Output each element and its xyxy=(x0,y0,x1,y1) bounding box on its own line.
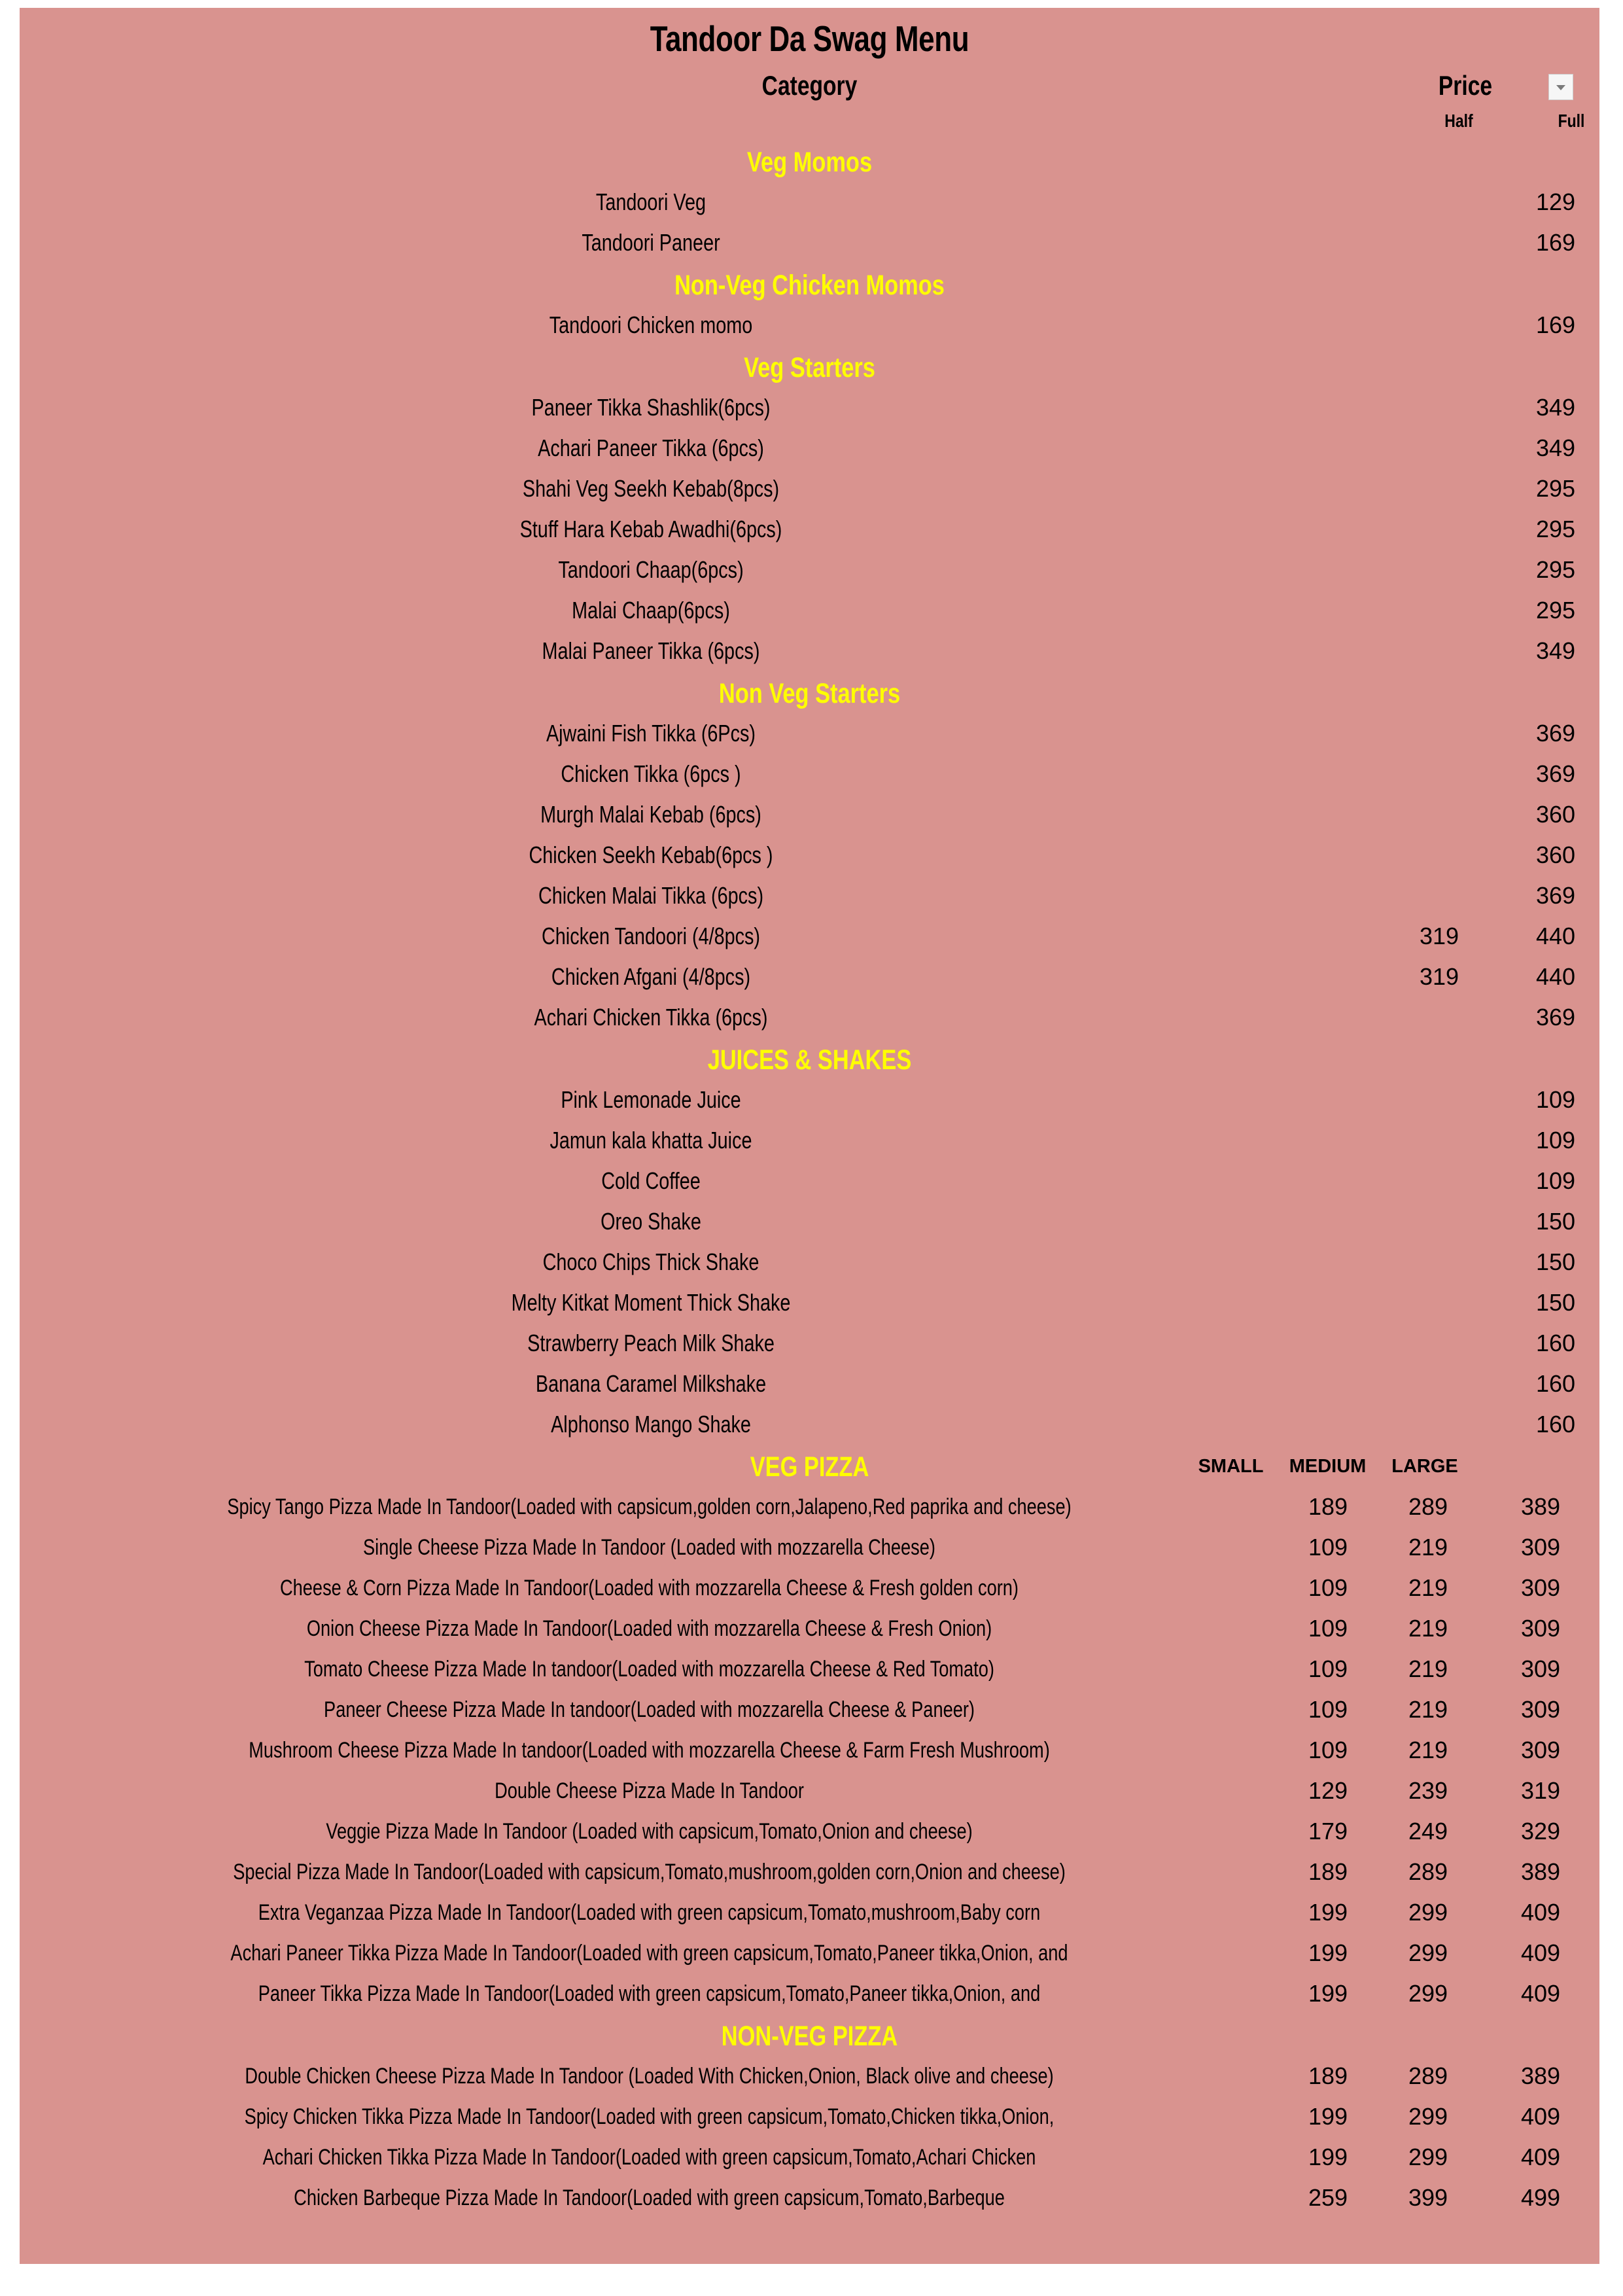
price-full: 295 xyxy=(1535,597,1576,624)
menu-item-name: Chicken Malai Tikka (6pcs) xyxy=(538,882,764,909)
price-medium: 219 xyxy=(1408,1737,1448,1763)
price-small: 109 xyxy=(1308,1737,1348,1763)
menu-item-row[interactable] xyxy=(20,713,1599,754)
section-heading: JUICES & SHAKES xyxy=(707,1044,912,1076)
menu-item-row[interactable] xyxy=(20,835,1599,875)
menu-item-row[interactable] xyxy=(20,468,1599,509)
menu-item-row[interactable] xyxy=(20,1282,1599,1323)
menu-item-name: Murgh Malai Kebab (6pcs) xyxy=(540,801,761,828)
price-small: 109 xyxy=(1308,1534,1348,1561)
price-medium: 289 xyxy=(1408,1493,1448,1520)
menu-item-name: Stuff Hara Kebab Awadhi(6pcs) xyxy=(519,516,782,542)
menu-item-name: Shahi Veg Seekh Kebab(8pcs) xyxy=(522,475,780,502)
menu-item-row[interactable] xyxy=(20,1730,1599,1771)
menu-item-row[interactable] xyxy=(20,1242,1599,1282)
menu-item-row[interactable] xyxy=(20,2096,1599,2137)
price-full: 109 xyxy=(1535,1086,1576,1113)
price-large: 389 xyxy=(1520,1858,1561,1885)
menu-item-name: Banana Caramel Milkshake xyxy=(535,1370,767,1397)
price-small: 199 xyxy=(1308,2144,1348,2170)
menu-item-row[interactable] xyxy=(20,1608,1599,1649)
menu-item-name: Malai Chaap(6pcs) xyxy=(572,597,730,624)
price-full: 169 xyxy=(1535,311,1576,338)
menu-item-row[interactable] xyxy=(20,1201,1599,1242)
section-heading: Non-Veg Chicken Momos xyxy=(674,270,945,301)
price-full: 160 xyxy=(1535,1370,1576,1397)
price-medium: 249 xyxy=(1408,1818,1448,1845)
price-large: 499 xyxy=(1520,2184,1561,2211)
price-small: 179 xyxy=(1308,1818,1348,1845)
menu-item-name: Tandoori Chicken momo xyxy=(549,311,753,338)
menu-item-row[interactable] xyxy=(20,387,1599,428)
menu-item-row[interactable] xyxy=(20,1080,1599,1120)
menu-item-row[interactable] xyxy=(20,1364,1599,1404)
menu-item-row[interactable] xyxy=(20,1933,1599,1973)
menu-item-row[interactable] xyxy=(20,2137,1599,2178)
menu-item-name: Ajwaini Fish Tikka (6Pcs) xyxy=(546,720,756,747)
price-full: 349 xyxy=(1535,637,1576,664)
price-small: 189 xyxy=(1308,2062,1348,2089)
menu-item-name: Chicken Tikka (6pcs ) xyxy=(561,760,741,787)
menu-item-row[interactable] xyxy=(20,1689,1599,1730)
menu-item-row[interactable] xyxy=(20,916,1599,957)
price-full: 369 xyxy=(1535,720,1576,747)
price-medium: 219 xyxy=(1408,1615,1448,1642)
price-medium: 219 xyxy=(1408,1534,1448,1561)
chevron-down-icon[interactable] xyxy=(1548,74,1573,100)
menu-item-name: Mushroom Cheese Pizza Made In tandoor(Loaded with mozzarella Cheese & Farm Fresh Mushroom) xyxy=(249,1738,1050,1763)
menu-item-name: Chicken Seekh Kebab(6pcs ) xyxy=(529,841,773,868)
menu-item-name: Tandoori Chaap(6pcs) xyxy=(558,556,744,583)
price-full: 295 xyxy=(1535,475,1576,502)
menu-item-name: Tomato Cheese Pizza Made In tandoor(Loaded with mozzarella Cheese & Red Tomato) xyxy=(304,1657,994,1682)
price-medium: 219 xyxy=(1408,1574,1448,1601)
menu-item-row[interactable] xyxy=(20,222,1599,263)
price-half: 319 xyxy=(1419,923,1459,949)
price-medium: 219 xyxy=(1408,1696,1448,1723)
menu-item-name: Tandoori Veg xyxy=(595,188,707,215)
price-full: 160 xyxy=(1535,1411,1576,1438)
menu-item-row[interactable] xyxy=(20,509,1599,550)
menu-item-row[interactable] xyxy=(20,428,1599,468)
price-small: 109 xyxy=(1308,1615,1348,1642)
menu-item-name: Spicy Tango Pizza Made In Tandoor(Loaded with capsicum,golden corn,Jalapeno,Red paprika and cheese) xyxy=(227,1494,1072,1519)
pizza-size-column-headers xyxy=(1188,1457,1515,1476)
menu-sheet xyxy=(20,8,1599,2264)
menu-item-row[interactable] xyxy=(20,305,1599,345)
price-large: 309 xyxy=(1520,1655,1561,1682)
menu-item-name: Double Chicken Cheese Pizza Made In Tandoor (Loaded With Chicken,Onion, Black olive and cheese) xyxy=(245,2064,1054,2089)
price-medium: 289 xyxy=(1408,1858,1448,1885)
menu-item-row[interactable] xyxy=(20,1771,1599,1811)
menu-sections xyxy=(20,149,1599,2218)
price-large: 309 xyxy=(1520,1615,1561,1642)
price-full: 349 xyxy=(1535,394,1576,421)
price-large: 409 xyxy=(1520,1980,1561,2007)
menu-item-row[interactable] xyxy=(20,590,1599,631)
menu-item-name: Paneer Cheese Pizza Made In tandoor(Loaded with mozzarella Cheese & Paneer) xyxy=(324,1697,975,1722)
section-heading: Veg Momos xyxy=(746,147,873,178)
menu-item-row[interactable] xyxy=(20,1161,1599,1201)
menu-item-name: Pink Lemonade Juice xyxy=(561,1086,741,1113)
price-full: 150 xyxy=(1535,1289,1576,1316)
menu-item-row[interactable] xyxy=(20,1892,1599,1933)
menu-item-name: Spicy Chicken Tikka Pizza Made In Tandoor(Loaded with green capsicum,Tomato,Chicken tikka,Onion, xyxy=(244,2104,1055,2129)
menu-item-row[interactable] xyxy=(20,631,1599,671)
price-medium: 299 xyxy=(1408,2144,1448,2170)
menu-item-name: Chicken Tandoori (4/8pcs) xyxy=(541,923,761,949)
menu-item-row[interactable] xyxy=(20,1120,1599,1161)
price-full: 109 xyxy=(1535,1167,1576,1194)
menu-item-name: Achari Chicken Tikka Pizza Made In Tandoor(Loaded with green capsicum,Tomato,Achari Chicken xyxy=(262,2145,1036,2170)
price-medium: 219 xyxy=(1408,1655,1448,1682)
price-full: 360 xyxy=(1535,841,1576,868)
menu-item-name: Veggie Pizza Made In Tandoor (Loaded with capsicum,Tomato,Onion and cheese) xyxy=(326,1819,973,1844)
price-medium: 239 xyxy=(1408,1777,1448,1804)
menu-item-name: Special Pizza Made In Tandoor(Loaded with capsicum,Tomato,mushroom,golden corn,Onion and cheese) xyxy=(233,1860,1066,1884)
price-small: 129 xyxy=(1308,1777,1348,1804)
price-small: 109 xyxy=(1308,1655,1348,1682)
price-full: 440 xyxy=(1535,963,1576,990)
price-full: 160 xyxy=(1535,1330,1576,1356)
menu-item-name: Achari Paneer Tikka (6pcs) xyxy=(538,434,764,461)
price-full: 369 xyxy=(1535,882,1576,909)
price-large: 309 xyxy=(1520,1534,1561,1561)
price-full: 295 xyxy=(1535,556,1576,583)
menu-item-name: Chicken Afgani (4/8pcs) xyxy=(551,963,751,990)
page-title: Tandoor Da Swag Menu xyxy=(650,18,969,59)
price-full: 150 xyxy=(1535,1248,1576,1275)
menu-item-row[interactable] xyxy=(20,1527,1599,1568)
menu-item-row[interactable] xyxy=(20,1323,1599,1364)
menu-item-row[interactable] xyxy=(20,957,1599,997)
price-full: 349 xyxy=(1535,434,1576,461)
column-header-large: LARGE xyxy=(1391,1456,1458,1477)
price-large: 329 xyxy=(1520,1818,1561,1845)
menu-item-row[interactable] xyxy=(20,2056,1599,2096)
price-large: 309 xyxy=(1520,1696,1561,1723)
menu-item-name: Oreo Shake xyxy=(601,1208,701,1235)
price-full: 109 xyxy=(1535,1127,1576,1154)
menu-item-name: Melty Kitkat Moment Thick Shake xyxy=(511,1289,791,1316)
menu-item-row[interactable] xyxy=(20,2178,1599,2218)
column-header-full: Full xyxy=(1558,111,1585,131)
price-full: 369 xyxy=(1535,1004,1576,1031)
price-small: 189 xyxy=(1308,1858,1348,1885)
price-small: 259 xyxy=(1308,2184,1348,2211)
price-large: 309 xyxy=(1520,1737,1561,1763)
menu-item-row[interactable] xyxy=(20,182,1599,222)
menu-item-row[interactable] xyxy=(20,1568,1599,1608)
menu-item-name: Paneer Tikka Shashlik(6pcs) xyxy=(531,394,771,421)
menu-item-row[interactable] xyxy=(20,1487,1599,1527)
menu-item-name: Paneer Tikka Pizza Made In Tandoor(Loaded with green capsicum,Tomato,Paneer tikka,Onion, and xyxy=(258,1981,1041,2006)
price-large: 319 xyxy=(1520,1777,1561,1804)
price-full: 150 xyxy=(1535,1208,1576,1235)
column-header-category: Category xyxy=(761,70,858,101)
menu-item-name: Jamun kala khatta Juice xyxy=(550,1127,752,1154)
menu-item-name: Onion Cheese Pizza Made In Tandoor(Loaded with mozzarella Cheese & Fresh Onion) xyxy=(306,1616,992,1641)
price-medium: 289 xyxy=(1408,2062,1448,2089)
price-full: 440 xyxy=(1535,923,1576,949)
menu-item-name: Malai Paneer Tikka (6pcs) xyxy=(542,637,760,664)
price-small: 189 xyxy=(1308,1493,1348,1520)
menu-item-row[interactable] xyxy=(20,1811,1599,1852)
menu-item-name: Achari Paneer Tikka Pizza Made In Tandoor(Loaded with green capsicum,Tomato,Paneer tikka,Onion, and xyxy=(230,1941,1068,1966)
menu-item-name: Alphonso Mango Shake xyxy=(551,1411,751,1438)
price-large: 309 xyxy=(1520,1574,1561,1601)
menu-item-name: Choco Chips Thick Shake xyxy=(542,1248,759,1275)
menu-item-row[interactable] xyxy=(20,1404,1599,1445)
column-header-small: SMALL xyxy=(1198,1456,1264,1477)
menu-item-row[interactable] xyxy=(20,754,1599,794)
price-half: 319 xyxy=(1419,963,1459,990)
menu-item-row[interactable] xyxy=(20,1649,1599,1689)
price-medium: 299 xyxy=(1408,2103,1448,2130)
price-small: 109 xyxy=(1308,1696,1348,1723)
menu-item-name: Tandoori Paneer xyxy=(582,229,720,256)
menu-item-name: Cheese & Corn Pizza Made In Tandoor(Loaded with mozzarella Cheese & Fresh golden corn) xyxy=(280,1576,1019,1600)
menu-item-row[interactable] xyxy=(20,875,1599,916)
price-small: 199 xyxy=(1308,2103,1348,2130)
price-large: 409 xyxy=(1520,2144,1561,2170)
price-full: 169 xyxy=(1535,229,1576,256)
price-medium: 399 xyxy=(1408,2184,1448,2211)
menu-item-row[interactable] xyxy=(20,997,1599,1038)
table-header-row xyxy=(20,70,1599,109)
menu-item-row[interactable] xyxy=(20,550,1599,590)
price-small: 109 xyxy=(1308,1574,1348,1601)
column-header-half: Half xyxy=(1444,111,1473,131)
price-medium: 299 xyxy=(1408,1939,1448,1966)
menu-item-name: Single Cheese Pizza Made In Tandoor (Loaded with mozzarella Cheese) xyxy=(363,1535,935,1560)
column-header-price: Price xyxy=(1438,70,1493,101)
price-medium: 299 xyxy=(1408,1980,1448,2007)
price-small: 199 xyxy=(1308,1939,1348,1966)
price-full: 360 xyxy=(1535,801,1576,828)
price-full: 129 xyxy=(1535,188,1576,215)
menu-item-row[interactable] xyxy=(20,1973,1599,2014)
price-large: 389 xyxy=(1520,1493,1561,1520)
price-full: 295 xyxy=(1535,516,1576,542)
column-header-medium: MEDIUM xyxy=(1289,1456,1367,1477)
price-large: 409 xyxy=(1520,2103,1561,2130)
menu-item-name: Achari Chicken Tikka (6pcs) xyxy=(534,1004,768,1031)
menu-item-name: Strawberry Peach Milk Shake xyxy=(527,1330,775,1356)
menu-item-name: Chicken Barbeque Pizza Made In Tandoor(Loaded with green capsicum,Tomato,Barbeque xyxy=(294,2185,1005,2210)
price-full: 369 xyxy=(1535,760,1576,787)
table-subheader-row xyxy=(20,111,1599,140)
price-large: 389 xyxy=(1520,2062,1561,2089)
section-heading: VEG PIZZA SMALL MEDIUM LARGE xyxy=(178,1453,1442,1481)
section-heading: Non Veg Starters xyxy=(718,678,901,709)
section-heading: Veg Starters xyxy=(744,352,875,383)
price-large: 409 xyxy=(1520,1899,1561,1926)
price-medium: 299 xyxy=(1408,1899,1448,1926)
menu-item-row[interactable] xyxy=(20,794,1599,835)
menu-item-row[interactable] xyxy=(20,1852,1599,1892)
menu-item-name: Double Cheese Pizza Made In Tandoor xyxy=(495,1778,804,1803)
menu-item-name: Extra Veganzaa Pizza Made In Tandoor(Loaded with green capsicum,Tomato,mushroom,Baby corn xyxy=(258,1900,1041,1925)
price-large: 409 xyxy=(1520,1939,1561,1966)
price-small: 199 xyxy=(1308,1899,1348,1926)
price-small: 199 xyxy=(1308,1980,1348,2007)
menu-item-name: Cold Coffee xyxy=(601,1167,701,1194)
section-heading: NON-VEG PIZZA xyxy=(721,2021,898,2052)
